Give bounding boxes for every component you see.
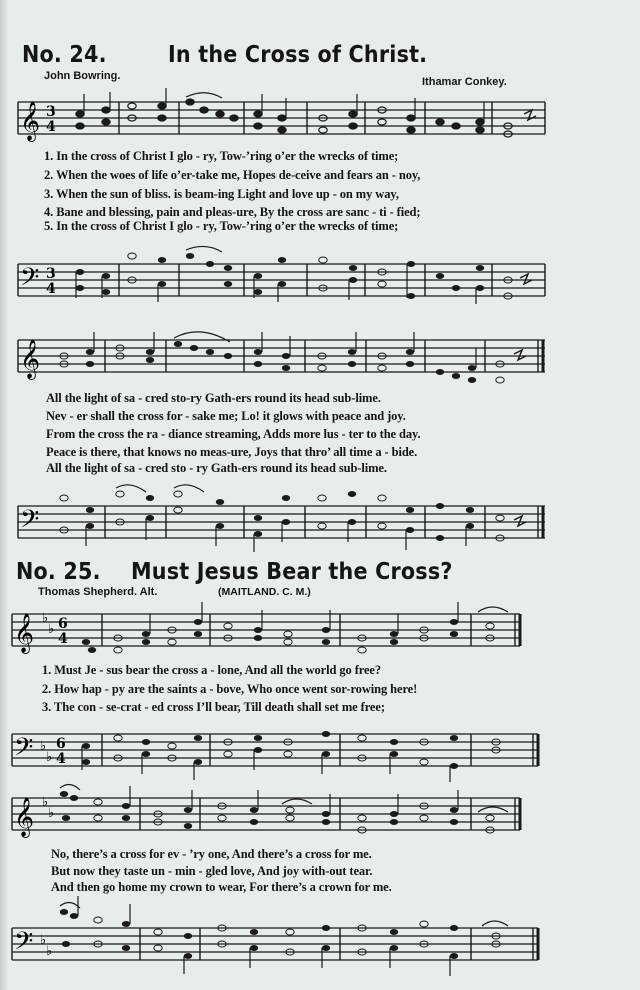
h25-verse-3-line2: And then go home my crown to wear, For there’s a crown for me. [51, 880, 392, 894]
h24-verse-1-line1: 1. In the cross of Christ I glo - ry, Tow-’ring o’er the wrecks of time; [44, 149, 399, 163]
svg-text:♭: ♭ [46, 944, 53, 959]
hymn-25-title: Must Jesus Bear the Cross? [131, 559, 453, 585]
staff-h25-s1-treble [0, 604, 620, 654]
svg-text:4: 4 [56, 751, 66, 767]
svg-text:♭: ♭ [48, 622, 55, 637]
svg-text:𝄞: 𝄞 [14, 613, 35, 653]
staff-h24-s2-treble [0, 330, 620, 380]
svg-text:4: 4 [58, 631, 68, 647]
svg-text:♭: ♭ [40, 739, 47, 754]
hymn-24-number: No. 24. [22, 42, 107, 68]
h24-verse-2-line2: Nev - er shall the cross for - sake me; Lo! it glows with peace and joy. [46, 409, 406, 423]
treble-clef-icon: 𝄞 [20, 101, 41, 141]
h25-verse-2-line1: 2. How hap - py are the saints a - bove, Who once went sor-rowing here! [42, 682, 418, 696]
hymn-24-music-by: Ithamar Conkey. [422, 76, 507, 88]
h25-verse-2-line2: But now they taste un - min - gled love, And joy with-out tear. [51, 864, 373, 878]
svg-text:♭: ♭ [42, 795, 49, 810]
h25-verse-1-line2: No, there’s a cross for ev - ’ry one, And there’s a cross for me. [51, 847, 372, 861]
svg-text:♭: ♭ [42, 611, 49, 626]
svg-text:♭: ♭ [46, 750, 53, 765]
hymn-24-title: In the Cross of Christ. [168, 42, 428, 68]
staff-h24-s2-bass [0, 496, 620, 546]
hymn-25-words-by: Thomas Shepherd. Alt. [38, 586, 158, 598]
h25-verse-3-line1: 3. The con - se-crat - ed cross I’ll bear, Till death shall set me free; [42, 700, 385, 714]
svg-text:𝄢: 𝄢 [20, 505, 40, 540]
h24-verse-2-line1: 2. When the woes of life o’er-take me, Hopes de-ceive and fears an - noy, [44, 168, 421, 182]
svg-text:6: 6 [58, 616, 68, 632]
staff-h25-s1-bass [0, 724, 620, 774]
hymn-25-tune: (MAITLAND. C. M.) [218, 586, 311, 598]
h24-verse-4-line1: 4. Bane and blessing, pain and pleas-ure, By the cross are sanc - ti - fied; [44, 205, 421, 219]
h24-verse-5-line1: 5. In the cross of Christ I glo - ry, Tow-’ring o’er the wrecks of time; [44, 219, 399, 233]
svg-text:♭: ♭ [40, 933, 47, 948]
h24-verse-5-line2: All the light of sa - cred sto - ry Gath-ers round its head sub-lime. [46, 461, 387, 475]
hymn-24-words-by: John Bowring. [44, 70, 121, 82]
svg-text:𝄢: 𝄢 [14, 733, 34, 768]
page-binding-shadow [0, 0, 9, 990]
staff-h24-s1-bass [0, 254, 620, 304]
h25-verse-1-line1: 1. Must Je - sus bear the cross a - lone, And all the world go free? [42, 663, 382, 677]
h24-verse-3-line1: 3. When the sun of bliss. is beam-ing Light and love up - on my way, [44, 187, 399, 201]
svg-text:𝄞: 𝄞 [20, 339, 41, 379]
h24-verse-1-line2: All the light of sa - cred sto-ry Gath-ers round its head sub-lime. [46, 391, 381, 405]
bass-clef-icon: 𝄢 [20, 263, 40, 298]
staff-h25-s2-treble [0, 788, 620, 838]
svg-text:6: 6 [56, 736, 66, 752]
hymn-25-number: No. 25. [16, 559, 101, 585]
staff-h24-s1-treble [0, 92, 620, 142]
h24-verse-3-line2: From the cross the ra - diance streaming, Adds more lus - ter to the day. [46, 427, 421, 441]
svg-text:4: 4 [46, 281, 56, 297]
svg-text:♭: ♭ [48, 806, 55, 821]
staff-h25-s2-bass [0, 918, 620, 968]
svg-text:4: 4 [46, 119, 56, 135]
svg-text:3: 3 [46, 104, 56, 120]
svg-text:𝄞: 𝄞 [14, 797, 35, 837]
svg-text:𝄢: 𝄢 [14, 927, 34, 962]
svg-text:3: 3 [46, 266, 56, 282]
h24-verse-4-line2: Peace is there, that knows no meas-ure, Joys that thro’ all time a - bide. [46, 445, 418, 459]
